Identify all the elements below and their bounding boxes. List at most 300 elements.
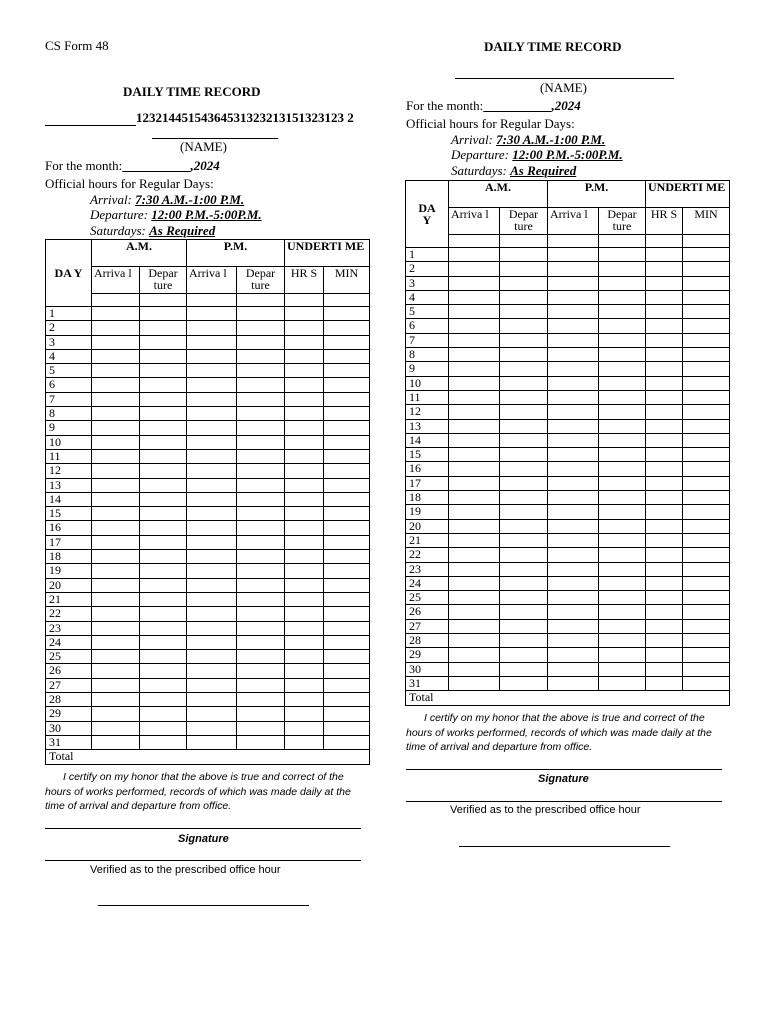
- time-entry-cell[interactable]: [548, 576, 599, 590]
- time-entry-cell[interactable]: [683, 448, 730, 462]
- time-entry-cell[interactable]: [449, 248, 500, 262]
- time-entry-cell[interactable]: [599, 319, 646, 333]
- time-entry-cell[interactable]: [187, 635, 237, 649]
- time-entry-cell[interactable]: [683, 405, 730, 419]
- time-entry-cell[interactable]: [285, 535, 324, 549]
- time-entry-cell[interactable]: [548, 462, 599, 476]
- time-entry-cell[interactable]: [449, 376, 500, 390]
- time-entry-cell[interactable]: [92, 507, 140, 521]
- time-entry-cell[interactable]: [500, 676, 548, 690]
- time-entry-cell[interactable]: [237, 492, 285, 506]
- time-entry-cell[interactable]: [500, 433, 548, 447]
- time-entry-cell[interactable]: [140, 678, 187, 692]
- time-entry-cell[interactable]: [187, 492, 237, 506]
- time-entry-cell[interactable]: [548, 676, 599, 690]
- time-entry-cell[interactable]: [548, 505, 599, 519]
- time-entry-cell[interactable]: [500, 634, 548, 648]
- time-entry-cell[interactable]: [500, 662, 548, 676]
- time-entry-cell[interactable]: [187, 307, 237, 321]
- time-entry-cell[interactable]: [285, 307, 324, 321]
- time-entry-cell[interactable]: [324, 693, 370, 707]
- time-entry-cell[interactable]: [500, 476, 548, 490]
- time-entry-cell[interactable]: [500, 290, 548, 304]
- time-entry-cell[interactable]: [683, 676, 730, 690]
- time-entry-cell[interactable]: [683, 533, 730, 547]
- time-entry-cell[interactable]: [449, 419, 500, 433]
- time-entry-cell[interactable]: [646, 505, 683, 519]
- time-entry-cell[interactable]: [140, 664, 187, 678]
- time-entry-cell[interactable]: [92, 364, 140, 378]
- time-entry-cell[interactable]: [548, 448, 599, 462]
- time-entry-cell[interactable]: [187, 364, 237, 378]
- time-entry-cell[interactable]: [548, 276, 599, 290]
- time-entry-cell[interactable]: [646, 605, 683, 619]
- time-entry-cell[interactable]: [449, 433, 500, 447]
- time-entry-cell[interactable]: [500, 248, 548, 262]
- time-entry-cell[interactable]: [92, 435, 140, 449]
- time-entry-cell[interactable]: [449, 333, 500, 347]
- time-entry-cell[interactable]: [92, 421, 140, 435]
- time-entry-cell[interactable]: [237, 349, 285, 363]
- time-entry-cell[interactable]: [548, 562, 599, 576]
- time-entry-cell[interactable]: [187, 507, 237, 521]
- time-entry-cell[interactable]: [599, 362, 646, 376]
- time-entry-cell[interactable]: [237, 507, 285, 521]
- time-entry-cell[interactable]: [140, 335, 187, 349]
- time-entry-cell[interactable]: [324, 607, 370, 621]
- time-entry-cell[interactable]: [140, 507, 187, 521]
- time-entry-cell[interactable]: [500, 533, 548, 547]
- time-entry-cell[interactable]: [237, 607, 285, 621]
- time-entry-cell[interactable]: [187, 550, 237, 564]
- time-entry-cell[interactable]: [548, 433, 599, 447]
- time-entry-cell[interactable]: [140, 578, 187, 592]
- time-entry-cell[interactable]: [449, 405, 500, 419]
- time-entry-cell[interactable]: [500, 276, 548, 290]
- time-entry-cell[interactable]: [683, 290, 730, 304]
- time-entry-cell[interactable]: [187, 478, 237, 492]
- time-entry-cell[interactable]: [140, 693, 187, 707]
- time-entry-cell[interactable]: [683, 348, 730, 362]
- time-entry-cell[interactable]: [646, 676, 683, 690]
- time-entry-cell[interactable]: [237, 592, 285, 606]
- time-entry-cell[interactable]: [237, 721, 285, 735]
- time-entry-cell[interactable]: [646, 576, 683, 590]
- time-entry-cell[interactable]: [548, 290, 599, 304]
- time-entry-cell[interactable]: [683, 562, 730, 576]
- time-entry-cell[interactable]: [449, 591, 500, 605]
- time-entry-cell[interactable]: [324, 578, 370, 592]
- time-entry-cell[interactable]: [92, 707, 140, 721]
- time-entry-cell[interactable]: [324, 564, 370, 578]
- time-entry-cell[interactable]: [646, 662, 683, 676]
- time-entry-cell[interactable]: [140, 378, 187, 392]
- time-entry-cell[interactable]: [92, 392, 140, 406]
- time-entry-cell[interactable]: [324, 535, 370, 549]
- time-entry-cell[interactable]: [683, 591, 730, 605]
- time-entry-cell[interactable]: [449, 290, 500, 304]
- left-verifier-signature-line[interactable]: [98, 905, 309, 906]
- time-entry-cell[interactable]: [92, 378, 140, 392]
- time-entry-cell[interactable]: [449, 476, 500, 490]
- time-entry-cell[interactable]: [449, 390, 500, 404]
- time-entry-cell[interactable]: [449, 491, 500, 505]
- time-entry-cell[interactable]: [324, 449, 370, 463]
- time-entry-cell[interactable]: [285, 521, 324, 535]
- time-entry-cell[interactable]: [548, 419, 599, 433]
- time-entry-cell[interactable]: [140, 478, 187, 492]
- time-entry-cell[interactable]: [324, 592, 370, 606]
- time-entry-cell[interactable]: [599, 476, 646, 490]
- time-entry-cell[interactable]: [449, 462, 500, 476]
- time-entry-cell[interactable]: [646, 562, 683, 576]
- time-entry-cell[interactable]: [449, 648, 500, 662]
- time-entry-cell[interactable]: [285, 407, 324, 421]
- time-entry-cell[interactable]: [599, 619, 646, 633]
- time-entry-cell[interactable]: [187, 378, 237, 392]
- time-entry-cell[interactable]: [449, 305, 500, 319]
- time-entry-cell[interactable]: [646, 376, 683, 390]
- time-entry-cell[interactable]: [187, 578, 237, 592]
- time-entry-cell[interactable]: [548, 519, 599, 533]
- time-entry-cell[interactable]: [548, 248, 599, 262]
- time-entry-cell[interactable]: [140, 349, 187, 363]
- time-entry-cell[interactable]: [683, 548, 730, 562]
- left-signature-line[interactable]: [45, 828, 361, 829]
- time-entry-cell[interactable]: [646, 533, 683, 547]
- time-entry-cell[interactable]: [646, 619, 683, 633]
- time-entry-cell[interactable]: [449, 562, 500, 576]
- time-entry-cell[interactable]: [285, 664, 324, 678]
- time-entry-cell[interactable]: [187, 464, 237, 478]
- time-entry-cell[interactable]: [599, 576, 646, 590]
- time-entry-cell[interactable]: [237, 464, 285, 478]
- time-entry-cell[interactable]: [683, 576, 730, 590]
- time-entry-cell[interactable]: [599, 676, 646, 690]
- time-entry-cell[interactable]: [548, 376, 599, 390]
- time-entry-cell[interactable]: [140, 364, 187, 378]
- time-entry-cell[interactable]: [237, 535, 285, 549]
- time-entry-cell[interactable]: [449, 533, 500, 547]
- time-entry-cell[interactable]: [92, 492, 140, 506]
- time-entry-cell[interactable]: [646, 276, 683, 290]
- time-entry-cell[interactable]: [92, 478, 140, 492]
- time-entry-cell[interactable]: [500, 419, 548, 433]
- time-entry-cell[interactable]: [285, 607, 324, 621]
- time-entry-cell[interactable]: [683, 462, 730, 476]
- time-entry-cell[interactable]: [548, 333, 599, 347]
- time-entry-cell[interactable]: [324, 721, 370, 735]
- time-entry-cell[interactable]: [92, 550, 140, 564]
- time-entry-cell[interactable]: [187, 664, 237, 678]
- time-entry-cell[interactable]: [285, 335, 324, 349]
- time-entry-cell[interactable]: [599, 348, 646, 362]
- time-entry-cell[interactable]: [683, 491, 730, 505]
- time-entry-cell[interactable]: [500, 390, 548, 404]
- time-entry-cell[interactable]: [449, 505, 500, 519]
- right-signature-line[interactable]: [406, 769, 722, 770]
- time-entry-cell[interactable]: [324, 321, 370, 335]
- time-entry-cell[interactable]: [683, 362, 730, 376]
- time-entry-cell[interactable]: [646, 248, 683, 262]
- time-entry-cell[interactable]: [548, 662, 599, 676]
- time-entry-cell[interactable]: [683, 276, 730, 290]
- time-entry-cell[interactable]: [92, 578, 140, 592]
- time-entry-cell[interactable]: [237, 364, 285, 378]
- time-entry-cell[interactable]: [285, 378, 324, 392]
- time-entry-cell[interactable]: [285, 550, 324, 564]
- time-entry-cell[interactable]: [500, 319, 548, 333]
- time-entry-cell[interactable]: [187, 407, 237, 421]
- time-entry-cell[interactable]: [92, 407, 140, 421]
- time-entry-cell[interactable]: [285, 449, 324, 463]
- time-entry-cell[interactable]: [324, 307, 370, 321]
- time-entry-cell[interactable]: [140, 650, 187, 664]
- time-entry-cell[interactable]: [500, 348, 548, 362]
- time-entry-cell[interactable]: [324, 349, 370, 363]
- time-entry-cell[interactable]: [500, 505, 548, 519]
- time-entry-cell[interactable]: [140, 707, 187, 721]
- time-entry-cell[interactable]: [187, 321, 237, 335]
- time-entry-cell[interactable]: [646, 348, 683, 362]
- time-entry-cell[interactable]: [187, 592, 237, 606]
- time-entry-cell[interactable]: [599, 448, 646, 462]
- time-entry-cell[interactable]: [449, 276, 500, 290]
- time-entry-cell[interactable]: [683, 390, 730, 404]
- time-entry-cell[interactable]: [237, 693, 285, 707]
- time-entry-cell[interactable]: [285, 650, 324, 664]
- time-entry-cell[interactable]: [140, 621, 187, 635]
- time-entry-cell[interactable]: [237, 321, 285, 335]
- time-entry-cell[interactable]: [646, 433, 683, 447]
- time-entry-cell[interactable]: [285, 621, 324, 635]
- time-entry-cell[interactable]: [92, 607, 140, 621]
- time-entry-cell[interactable]: [324, 392, 370, 406]
- time-entry-cell[interactable]: [285, 678, 324, 692]
- time-entry-cell[interactable]: [449, 634, 500, 648]
- time-entry-cell[interactable]: [285, 592, 324, 606]
- time-entry-cell[interactable]: [187, 678, 237, 692]
- time-entry-cell[interactable]: [324, 478, 370, 492]
- time-entry-cell[interactable]: [646, 290, 683, 304]
- time-entry-cell[interactable]: [324, 407, 370, 421]
- time-entry-cell[interactable]: [140, 449, 187, 463]
- time-entry-cell[interactable]: [683, 662, 730, 676]
- time-entry-cell[interactable]: [646, 591, 683, 605]
- time-entry-cell[interactable]: [599, 519, 646, 533]
- time-entry-cell[interactable]: [237, 335, 285, 349]
- time-entry-cell[interactable]: [237, 521, 285, 535]
- time-entry-cell[interactable]: [683, 262, 730, 276]
- time-entry-cell[interactable]: [683, 419, 730, 433]
- time-entry-cell[interactable]: [500, 562, 548, 576]
- time-entry-cell[interactable]: [599, 591, 646, 605]
- time-entry-cell[interactable]: [92, 564, 140, 578]
- time-entry-cell[interactable]: [140, 464, 187, 478]
- time-entry-cell[interactable]: [646, 390, 683, 404]
- time-entry-cell[interactable]: [548, 648, 599, 662]
- time-entry-cell[interactable]: [449, 548, 500, 562]
- time-entry-cell[interactable]: [285, 392, 324, 406]
- time-entry-cell[interactable]: [324, 550, 370, 564]
- time-entry-cell[interactable]: [500, 333, 548, 347]
- right-verifier-signature-line[interactable]: [459, 846, 670, 847]
- time-entry-cell[interactable]: [324, 664, 370, 678]
- time-entry-cell[interactable]: [599, 419, 646, 433]
- time-entry-cell[interactable]: [324, 492, 370, 506]
- time-entry-cell[interactable]: [548, 476, 599, 490]
- time-entry-cell[interactable]: [140, 535, 187, 549]
- time-entry-cell[interactable]: [285, 735, 324, 749]
- time-entry-cell[interactable]: [140, 521, 187, 535]
- time-entry-cell[interactable]: [599, 405, 646, 419]
- time-entry-cell[interactable]: [92, 592, 140, 606]
- time-entry-cell[interactable]: [683, 433, 730, 447]
- time-entry-cell[interactable]: [140, 735, 187, 749]
- month-blank[interactable]: [483, 98, 551, 113]
- time-entry-cell[interactable]: [683, 505, 730, 519]
- time-entry-cell[interactable]: [548, 362, 599, 376]
- time-entry-cell[interactable]: [646, 548, 683, 562]
- time-entry-cell[interactable]: [449, 519, 500, 533]
- time-entry-cell[interactable]: [500, 619, 548, 633]
- time-entry-cell[interactable]: [92, 621, 140, 635]
- time-entry-cell[interactable]: [285, 564, 324, 578]
- time-entry-cell[interactable]: [548, 533, 599, 547]
- time-entry-cell[interactable]: [500, 491, 548, 505]
- time-entry-cell[interactable]: [285, 707, 324, 721]
- time-entry-cell[interactable]: [140, 435, 187, 449]
- time-entry-cell[interactable]: [237, 407, 285, 421]
- time-entry-cell[interactable]: [646, 634, 683, 648]
- time-entry-cell[interactable]: [187, 521, 237, 535]
- time-entry-cell[interactable]: [548, 548, 599, 562]
- time-entry-cell[interactable]: [449, 576, 500, 590]
- time-entry-cell[interactable]: [449, 319, 500, 333]
- time-entry-cell[interactable]: [599, 634, 646, 648]
- time-entry-cell[interactable]: [599, 276, 646, 290]
- time-entry-cell[interactable]: [140, 607, 187, 621]
- time-entry-cell[interactable]: [92, 693, 140, 707]
- time-entry-cell[interactable]: [285, 321, 324, 335]
- time-entry-cell[interactable]: [140, 721, 187, 735]
- time-entry-cell[interactable]: [500, 262, 548, 276]
- time-entry-cell[interactable]: [92, 635, 140, 649]
- time-entry-cell[interactable]: [599, 562, 646, 576]
- time-entry-cell[interactable]: [140, 492, 187, 506]
- time-entry-cell[interactable]: [646, 462, 683, 476]
- time-entry-cell[interactable]: [237, 449, 285, 463]
- time-entry-cell[interactable]: [187, 564, 237, 578]
- time-entry-cell[interactable]: [237, 435, 285, 449]
- time-entry-cell[interactable]: [237, 564, 285, 578]
- time-entry-cell[interactable]: [449, 605, 500, 619]
- time-entry-cell[interactable]: [237, 678, 285, 692]
- time-entry-cell[interactable]: [187, 392, 237, 406]
- time-entry-cell[interactable]: [500, 548, 548, 562]
- time-entry-cell[interactable]: [683, 634, 730, 648]
- time-entry-cell[interactable]: [646, 419, 683, 433]
- time-entry-cell[interactable]: [285, 721, 324, 735]
- time-entry-cell[interactable]: [187, 693, 237, 707]
- time-entry-cell[interactable]: [599, 648, 646, 662]
- time-entry-cell[interactable]: [599, 248, 646, 262]
- right-name-underline[interactable]: [455, 78, 674, 79]
- time-entry-cell[interactable]: [187, 621, 237, 635]
- time-entry-cell[interactable]: [599, 662, 646, 676]
- time-entry-cell[interactable]: [92, 735, 140, 749]
- time-entry-cell[interactable]: [237, 735, 285, 749]
- time-entry-cell[interactable]: [646, 262, 683, 276]
- time-entry-cell[interactable]: [646, 448, 683, 462]
- time-entry-cell[interactable]: [285, 693, 324, 707]
- time-entry-cell[interactable]: [646, 362, 683, 376]
- time-entry-cell[interactable]: [92, 464, 140, 478]
- time-entry-cell[interactable]: [285, 435, 324, 449]
- time-entry-cell[interactable]: [187, 421, 237, 435]
- time-entry-cell[interactable]: [237, 707, 285, 721]
- time-entry-cell[interactable]: [140, 550, 187, 564]
- time-entry-cell[interactable]: [324, 464, 370, 478]
- time-entry-cell[interactable]: [187, 449, 237, 463]
- time-entry-cell[interactable]: [285, 492, 324, 506]
- time-entry-cell[interactable]: [683, 648, 730, 662]
- time-entry-cell[interactable]: [500, 519, 548, 533]
- time-entry-cell[interactable]: [237, 650, 285, 664]
- time-entry-cell[interactable]: [599, 376, 646, 390]
- time-entry-cell[interactable]: [646, 333, 683, 347]
- time-entry-cell[interactable]: [646, 305, 683, 319]
- time-entry-cell[interactable]: [683, 376, 730, 390]
- month-blank[interactable]: [122, 158, 190, 173]
- time-entry-cell[interactable]: [548, 619, 599, 633]
- time-entry-cell[interactable]: [599, 548, 646, 562]
- time-entry-cell[interactable]: [237, 421, 285, 435]
- time-entry-cell[interactable]: [237, 378, 285, 392]
- time-entry-cell[interactable]: [449, 448, 500, 462]
- time-entry-cell[interactable]: [324, 421, 370, 435]
- time-entry-cell[interactable]: [500, 462, 548, 476]
- time-entry-cell[interactable]: [548, 305, 599, 319]
- time-entry-cell[interactable]: [92, 678, 140, 692]
- time-entry-cell[interactable]: [599, 433, 646, 447]
- time-entry-cell[interactable]: [500, 305, 548, 319]
- time-entry-cell[interactable]: [324, 678, 370, 692]
- time-entry-cell[interactable]: [599, 533, 646, 547]
- time-entry-cell[interactable]: [92, 721, 140, 735]
- time-entry-cell[interactable]: [449, 619, 500, 633]
- time-entry-cell[interactable]: [449, 676, 500, 690]
- time-entry-cell[interactable]: [285, 464, 324, 478]
- time-entry-cell[interactable]: [683, 619, 730, 633]
- time-entry-cell[interactable]: [285, 578, 324, 592]
- time-entry-cell[interactable]: [683, 476, 730, 490]
- time-entry-cell[interactable]: [500, 576, 548, 590]
- time-entry-cell[interactable]: [599, 505, 646, 519]
- time-entry-cell[interactable]: [187, 650, 237, 664]
- time-entry-cell[interactable]: [324, 378, 370, 392]
- time-entry-cell[interactable]: [449, 348, 500, 362]
- time-entry-cell[interactable]: [285, 421, 324, 435]
- time-entry-cell[interactable]: [500, 591, 548, 605]
- time-entry-cell[interactable]: [646, 648, 683, 662]
- time-entry-cell[interactable]: [646, 491, 683, 505]
- time-entry-cell[interactable]: [92, 321, 140, 335]
- time-entry-cell[interactable]: [140, 592, 187, 606]
- time-entry-cell[interactable]: [187, 435, 237, 449]
- time-entry-cell[interactable]: [324, 335, 370, 349]
- time-entry-cell[interactable]: [599, 262, 646, 276]
